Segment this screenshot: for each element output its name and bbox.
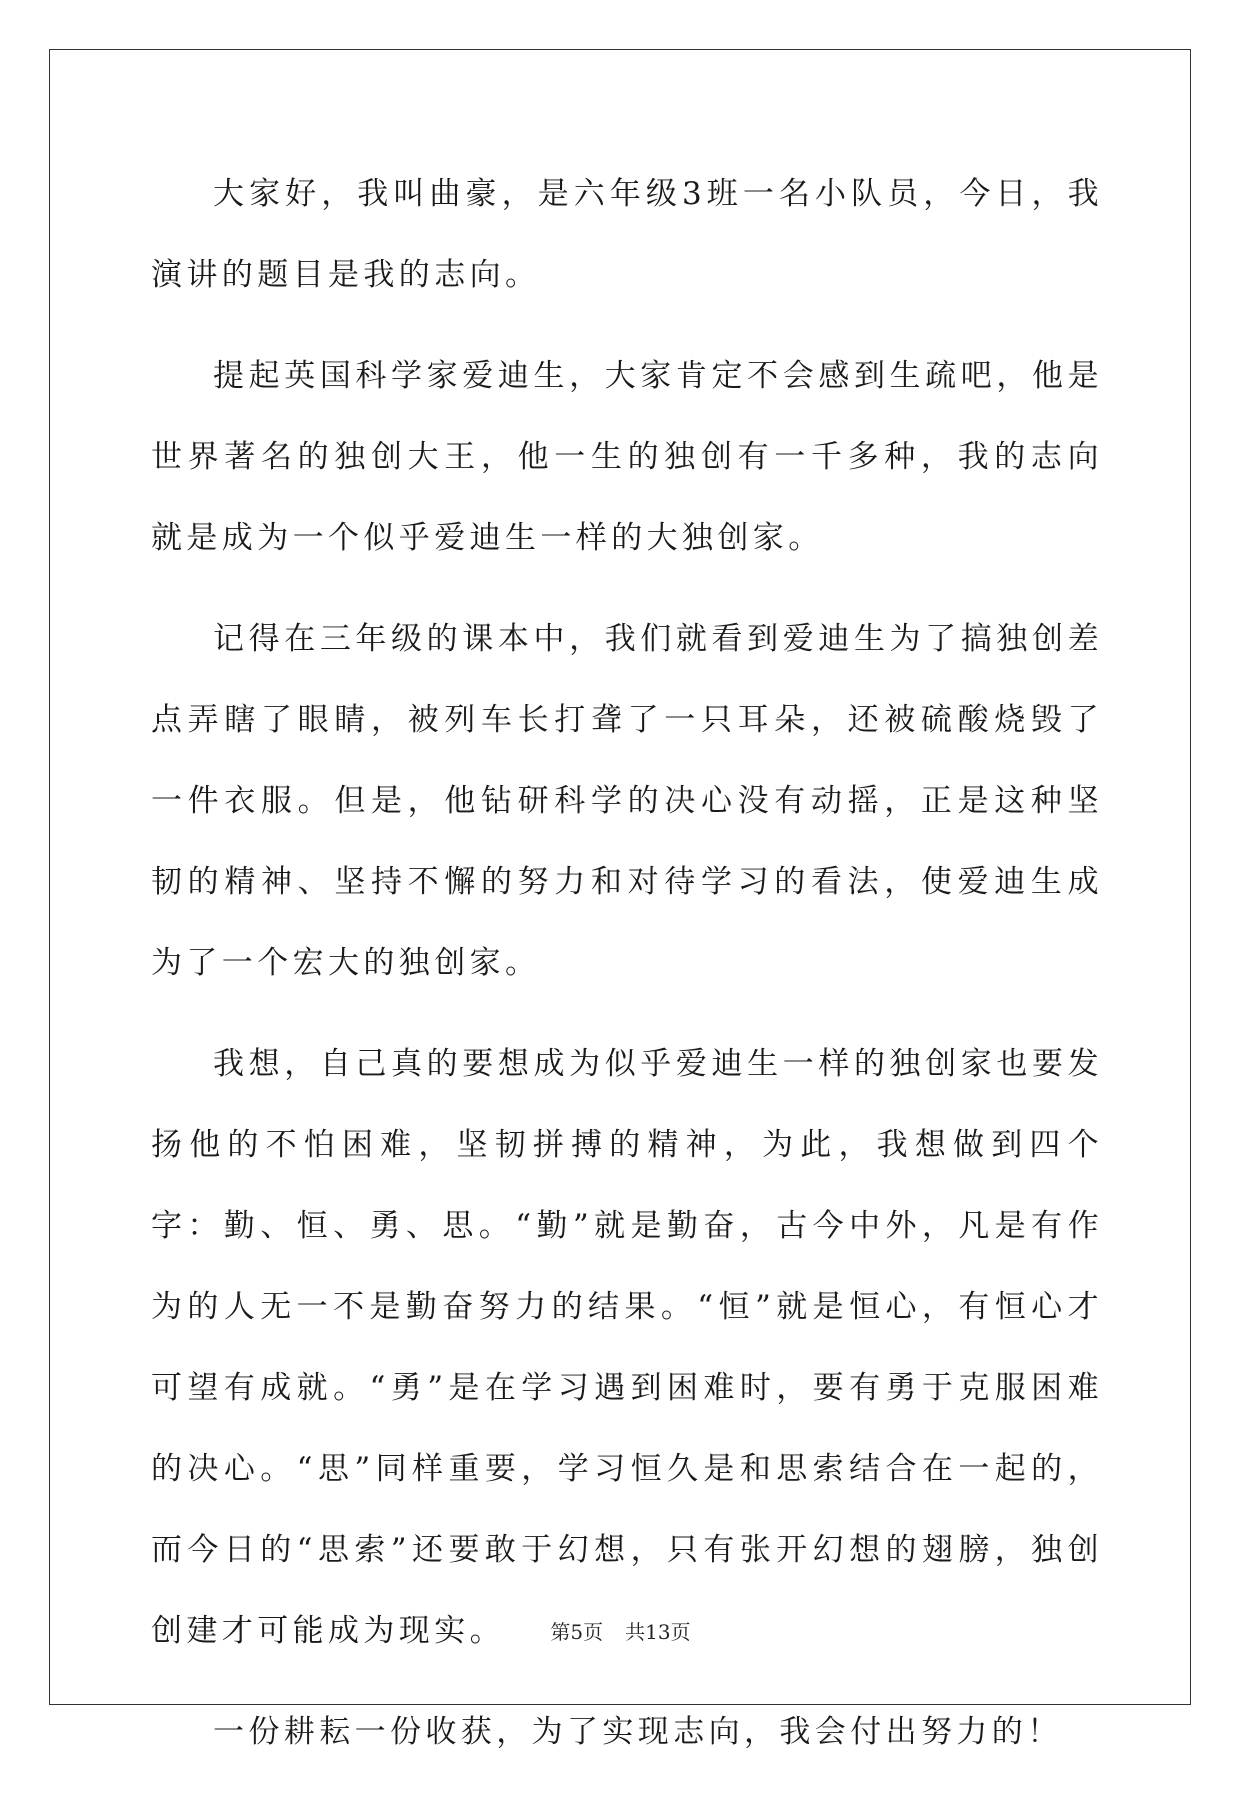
page-number-current: 第5页 bbox=[550, 1620, 604, 1644]
page-number-total: 共13页 bbox=[625, 1620, 691, 1644]
paragraph-2: 提起英国科学家爱迪生，大家肯定不会感到生疏吧，他是世界著名的独创大王，他一生的独创有一千多种，我的志向就是成为一个似乎爱迪生一样的大独创家。 bbox=[151, 358, 1103, 556]
document-body bbox=[151, 154, 1103, 1793]
paragraph-3: 记得在三年级的课本中，我们就看到爱迪生为了搞独创差点弄瞎了眼睛，被列车长打聋了一只耳朵，还被硫酸烧毁了一件衣服。但是，他钻研科学的决心没有动摇，正是这种坚韧的精神、坚持不懈的努力和对待学习的看法，使爱迪生成为了一个宏大的独创家。 bbox=[151, 621, 1103, 981]
paragraph-4: 我想，自己真的要想成为似乎爱迪生一样的独创家也要发扬他的不怕困难，坚韧拼搏的精神，为此，我想做到四个字：勤、恒、勇、思。“勤”就是勤奋，古今中外，凡是有作为的人无一不是勤奋努力的结果。“恒”就是恒心，有恒心才可望有成就。“勇”是在学习遇到困难时，要有勇于克服困难的决心。“思”同样重要，学习恒久是和思索结合在一起的，而今日的“思索”还要敢于幻想，只有张开幻想的翅膀，独创创建才可能成为现实。 bbox=[151, 1046, 1103, 1649]
page-footer bbox=[0, 1620, 1241, 1644]
paragraph-1: 大家好，我叫曲豪，是六年级3班一名小队员，今日，我演讲的题目是我的志向。 bbox=[151, 176, 1103, 293]
paragraph-5: 一份耕耘一份收获，为了实现志向，我会付出努力的！ bbox=[213, 1714, 1063, 1750]
